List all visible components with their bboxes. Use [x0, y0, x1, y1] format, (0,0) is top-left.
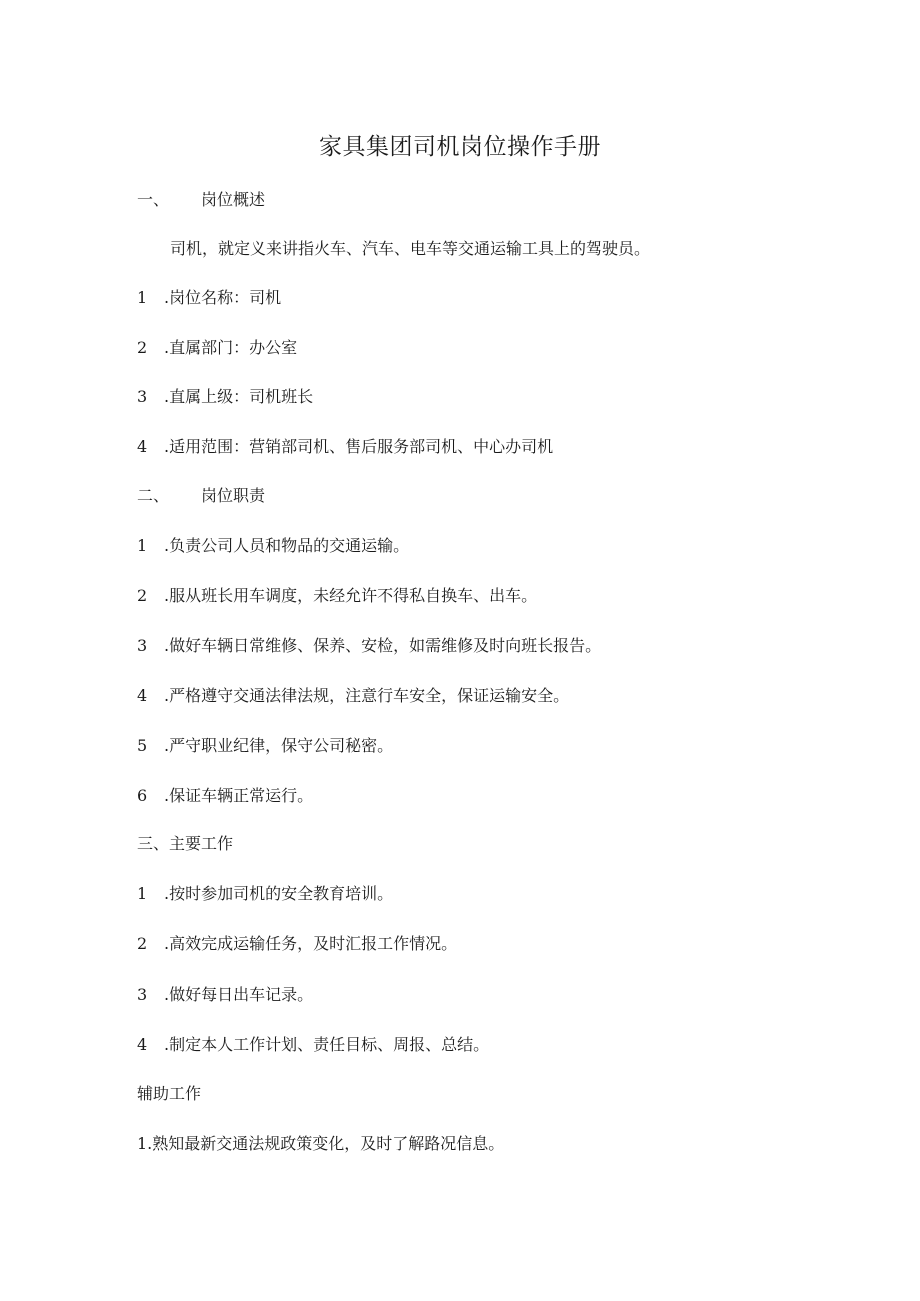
item-text: .适用范围：营销部司机、售后服务部司机、中心办司机 — [164, 437, 554, 456]
list-item — [137, 785, 313, 807]
section1-intro: 司机，就定义来讲指火车、汽车、电车等交通运输工具上的驾驶员。 — [170, 239, 651, 258]
item-text: .负责公司人员和物品的交通运输。 — [164, 536, 410, 555]
item-number: 1 — [137, 884, 148, 903]
item-number: 3 — [137, 636, 148, 655]
item-number: 2 — [137, 338, 148, 357]
item-text: .制定本人工作计划、责任目标、周报、总结。 — [164, 1035, 490, 1054]
item-text: .高效完成运输任务，及时汇报工作情况。 — [164, 934, 458, 953]
list-item — [137, 984, 313, 1006]
section1-heading — [137, 189, 265, 211]
item-number: 4 — [137, 686, 148, 705]
item-number: 2 — [137, 586, 148, 605]
section1-number: 一、 — [137, 190, 170, 209]
item-text: .直属上级：司机班长 — [164, 387, 314, 406]
section3-heading: 三、主要工作 — [137, 834, 234, 853]
list-item — [137, 685, 569, 707]
list-item — [137, 436, 553, 458]
list-item: 1.熟知最新交通法规政策变化，及时了解路况信息。 — [137, 1134, 505, 1153]
item-number: 1 — [137, 536, 148, 555]
list-item — [137, 337, 297, 359]
item-text: .岗位名称：司机 — [164, 288, 282, 307]
list-item — [137, 933, 457, 955]
item-text: .严格遵守交通法律法规，注意行车安全，保证运输安全。 — [164, 686, 570, 705]
item-number: 4 — [137, 437, 148, 456]
document-title: 家具集团司机岗位操作手册 — [319, 134, 601, 160]
list-item — [137, 1034, 489, 1056]
item-text: .按时参加司机的安全教育培训。 — [164, 884, 394, 903]
list-item — [137, 287, 281, 309]
item-number: 5 — [137, 736, 148, 755]
section4-heading: 辅助工作 — [137, 1084, 202, 1103]
list-item — [137, 535, 409, 557]
item-text: .直属部门：办公室 — [164, 338, 298, 357]
item-text: .保证车辆正常运行。 — [164, 786, 314, 805]
list-item — [137, 883, 393, 905]
list-item — [137, 585, 537, 607]
section2-title: 岗位职责 — [201, 486, 266, 505]
item-number: 2 — [137, 934, 148, 953]
list-item — [137, 735, 393, 757]
item-number: 3 — [137, 985, 148, 1004]
item-text: .严守职业纪律，保守公司秘密。 — [164, 736, 394, 755]
item-number: 3 — [137, 387, 148, 406]
item-text: .做好每日出车记录。 — [164, 985, 314, 1004]
section1-title: 岗位概述 — [201, 190, 266, 209]
item-number: 4 — [137, 1035, 148, 1054]
item-number: 6 — [137, 786, 148, 805]
section2-heading — [137, 485, 265, 507]
item-number: 1 — [137, 288, 148, 307]
item-text: .服从班长用车调度，未经允许不得私自换车、出车。 — [164, 586, 538, 605]
item-text: .做好车辆日常维修、保养、安检，如需维修及时向班长报告。 — [164, 636, 602, 655]
list-item — [137, 386, 313, 408]
list-item — [137, 635, 601, 657]
section2-number: 二、 — [137, 486, 170, 505]
